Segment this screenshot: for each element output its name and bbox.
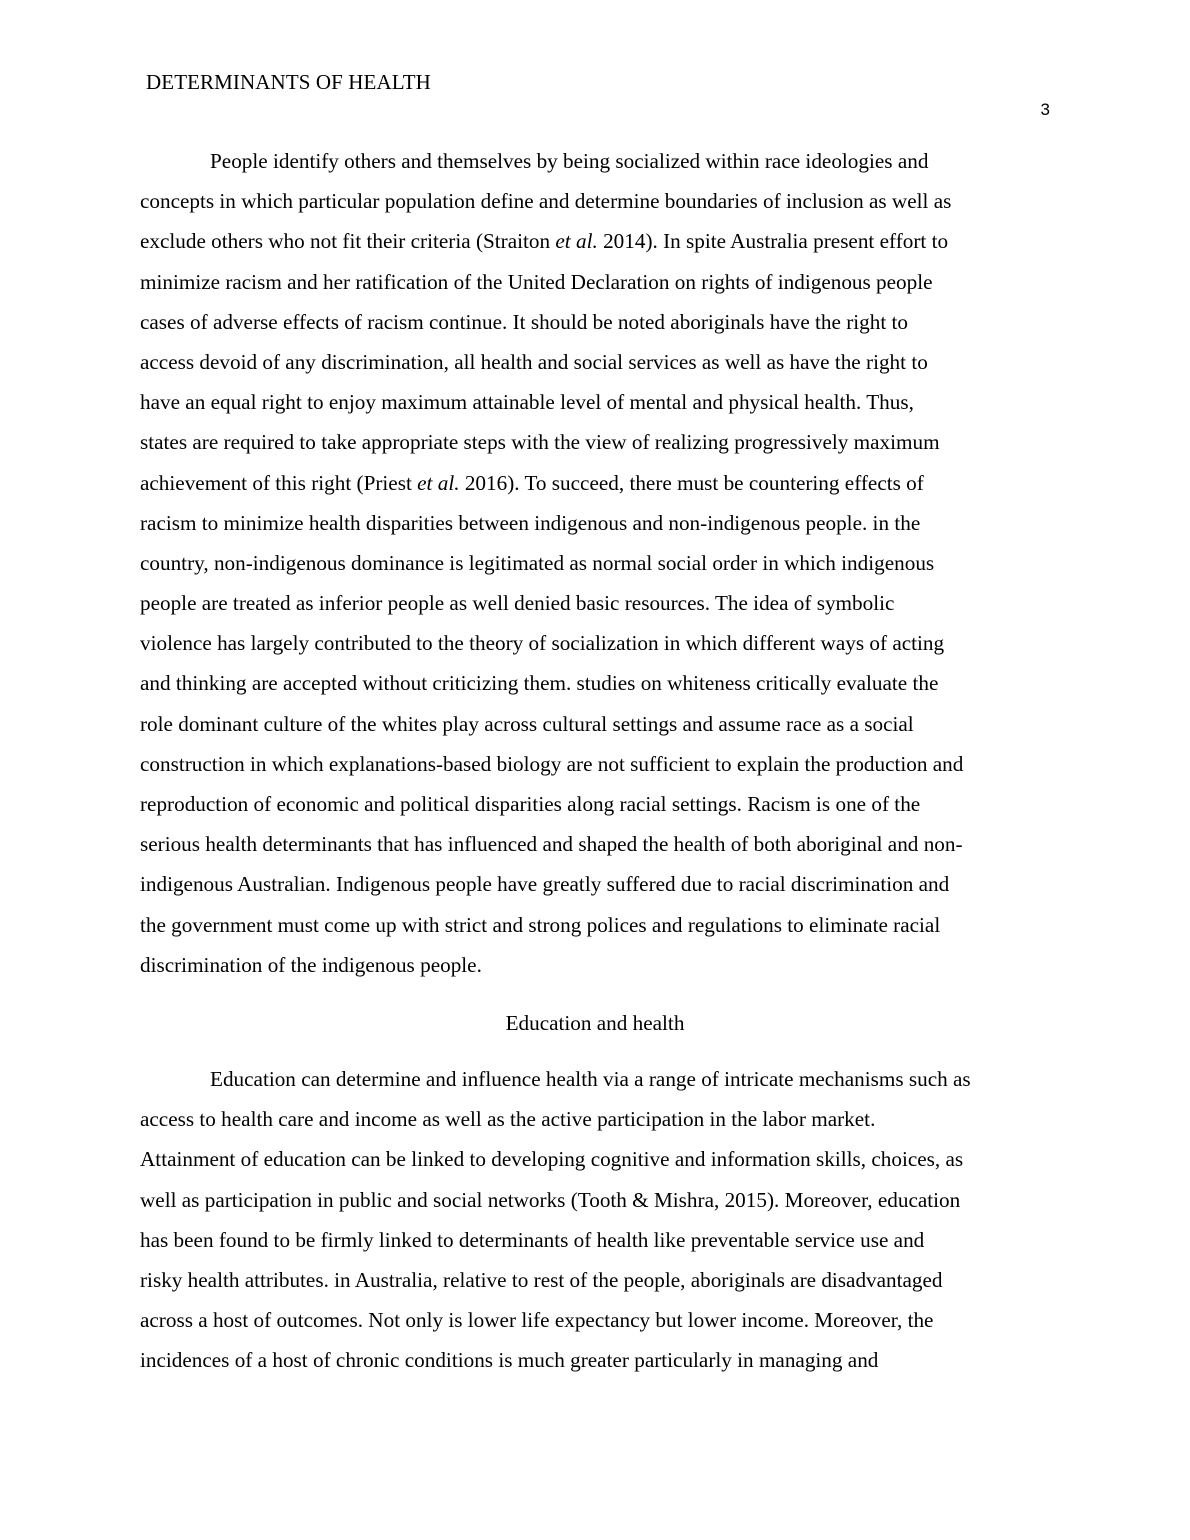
text-line: role dominant culture of the whites play across cultural settings and assume race as a social: [140, 711, 914, 736]
text-line: minimize racism and her ratification of the United Declaration on rights of indigenous people: [140, 269, 933, 294]
text-line: well as participation in public and social networks (Tooth & Mishra, 2015). Moreover, education: [140, 1187, 961, 1212]
text-line: discrimination of the indigenous people.: [140, 952, 482, 977]
text-line: People identify others and themselves by being socialized within race ideologies and: [210, 149, 929, 173]
text-line: country, non-indigenous dominance is legitimated as normal social order in which indigenous: [140, 550, 935, 575]
section-heading: Education and health: [505, 1011, 685, 1035]
text-line: people are treated as inferior people as well denied basic resources. The idea of symbolic: [140, 591, 895, 616]
text-line: the government must come up with strict and strong polices and regulations to eliminate racial: [140, 912, 941, 937]
text-run: exclude others who not fit their criteria (Straiton: [140, 229, 556, 254]
text-line: cases of adverse effects of racism continue. It should be noted aboriginals have the right to: [140, 309, 908, 334]
running-head: DETERMINANTS OF HEALTH: [146, 70, 431, 94]
text-line: [140, 221, 1050, 261]
text-line: construction in which explanations-based biology are not sufficient to explain the production and: [140, 751, 964, 776]
text-run: achievement of this right (Priest: [140, 470, 418, 495]
text-line: Education can determine and influence health via a range of intricate mechanisms such as: [210, 1067, 971, 1091]
citation-italic: et al.: [555, 229, 598, 254]
text-line: violence has largely contributed to the theory of socialization in which different ways of acting: [140, 631, 945, 656]
text-line: risky health attributes. in Australia, relative to rest of the people, aboriginals are disadvantaged: [140, 1267, 943, 1292]
text-line: incidences of a host of chronic conditions is much greater particularly in managing and: [140, 1348, 879, 1373]
text-line: serious health determinants that has influenced and shaped the health of both aboriginal and non-: [140, 832, 963, 857]
text-line: across a host of outcomes. Not only is lower life expectancy but lower income. Moreover, the: [140, 1308, 934, 1333]
text-line: concepts in which particular population define and determine boundaries of inclusion as well as: [140, 189, 952, 214]
text-run: 2014). In spite Australia present effort to: [597, 229, 949, 254]
text-line: indigenous Australian. Indigenous people have greatly suffered due to racial discrimination and: [140, 872, 950, 897]
page-number: 3: [1040, 100, 1050, 119]
text-line: reproduction of economic and political disparities along racial settings. Racism is one of the: [140, 792, 921, 816]
text-line: has been found to be firmly linked to determinants of health like preventable service use and: [140, 1227, 925, 1252]
text-line: [140, 463, 1050, 503]
text-line: racism to minimize health disparities between indigenous and non-indigenous people. in the: [140, 510, 921, 535]
paragraph-education: [140, 1059, 1050, 1381]
text-run: 2016). To succeed, there must be countering effects of: [459, 470, 924, 495]
text-line: Attainment of education can be linked to developing cognitive and information skills, choices, as: [140, 1147, 964, 1172]
text-line: have an equal right to enjoy maximum attainable level of mental and physical health. Thus,: [140, 390, 914, 415]
citation-italic: et al.: [417, 470, 460, 495]
text-line: states are required to take appropriate steps with the view of realizing progressively maximum: [140, 430, 940, 455]
text-line: access to health care and income as well as the active participation in the labor market.: [140, 1107, 876, 1132]
text-line: access devoid of any discrimination, all health and social services as well as have the right to: [140, 349, 928, 374]
text-line: and thinking are accepted without criticizing them. studies on whiteness critically evaluate the: [140, 671, 939, 696]
paragraph-racism: [140, 141, 1050, 985]
